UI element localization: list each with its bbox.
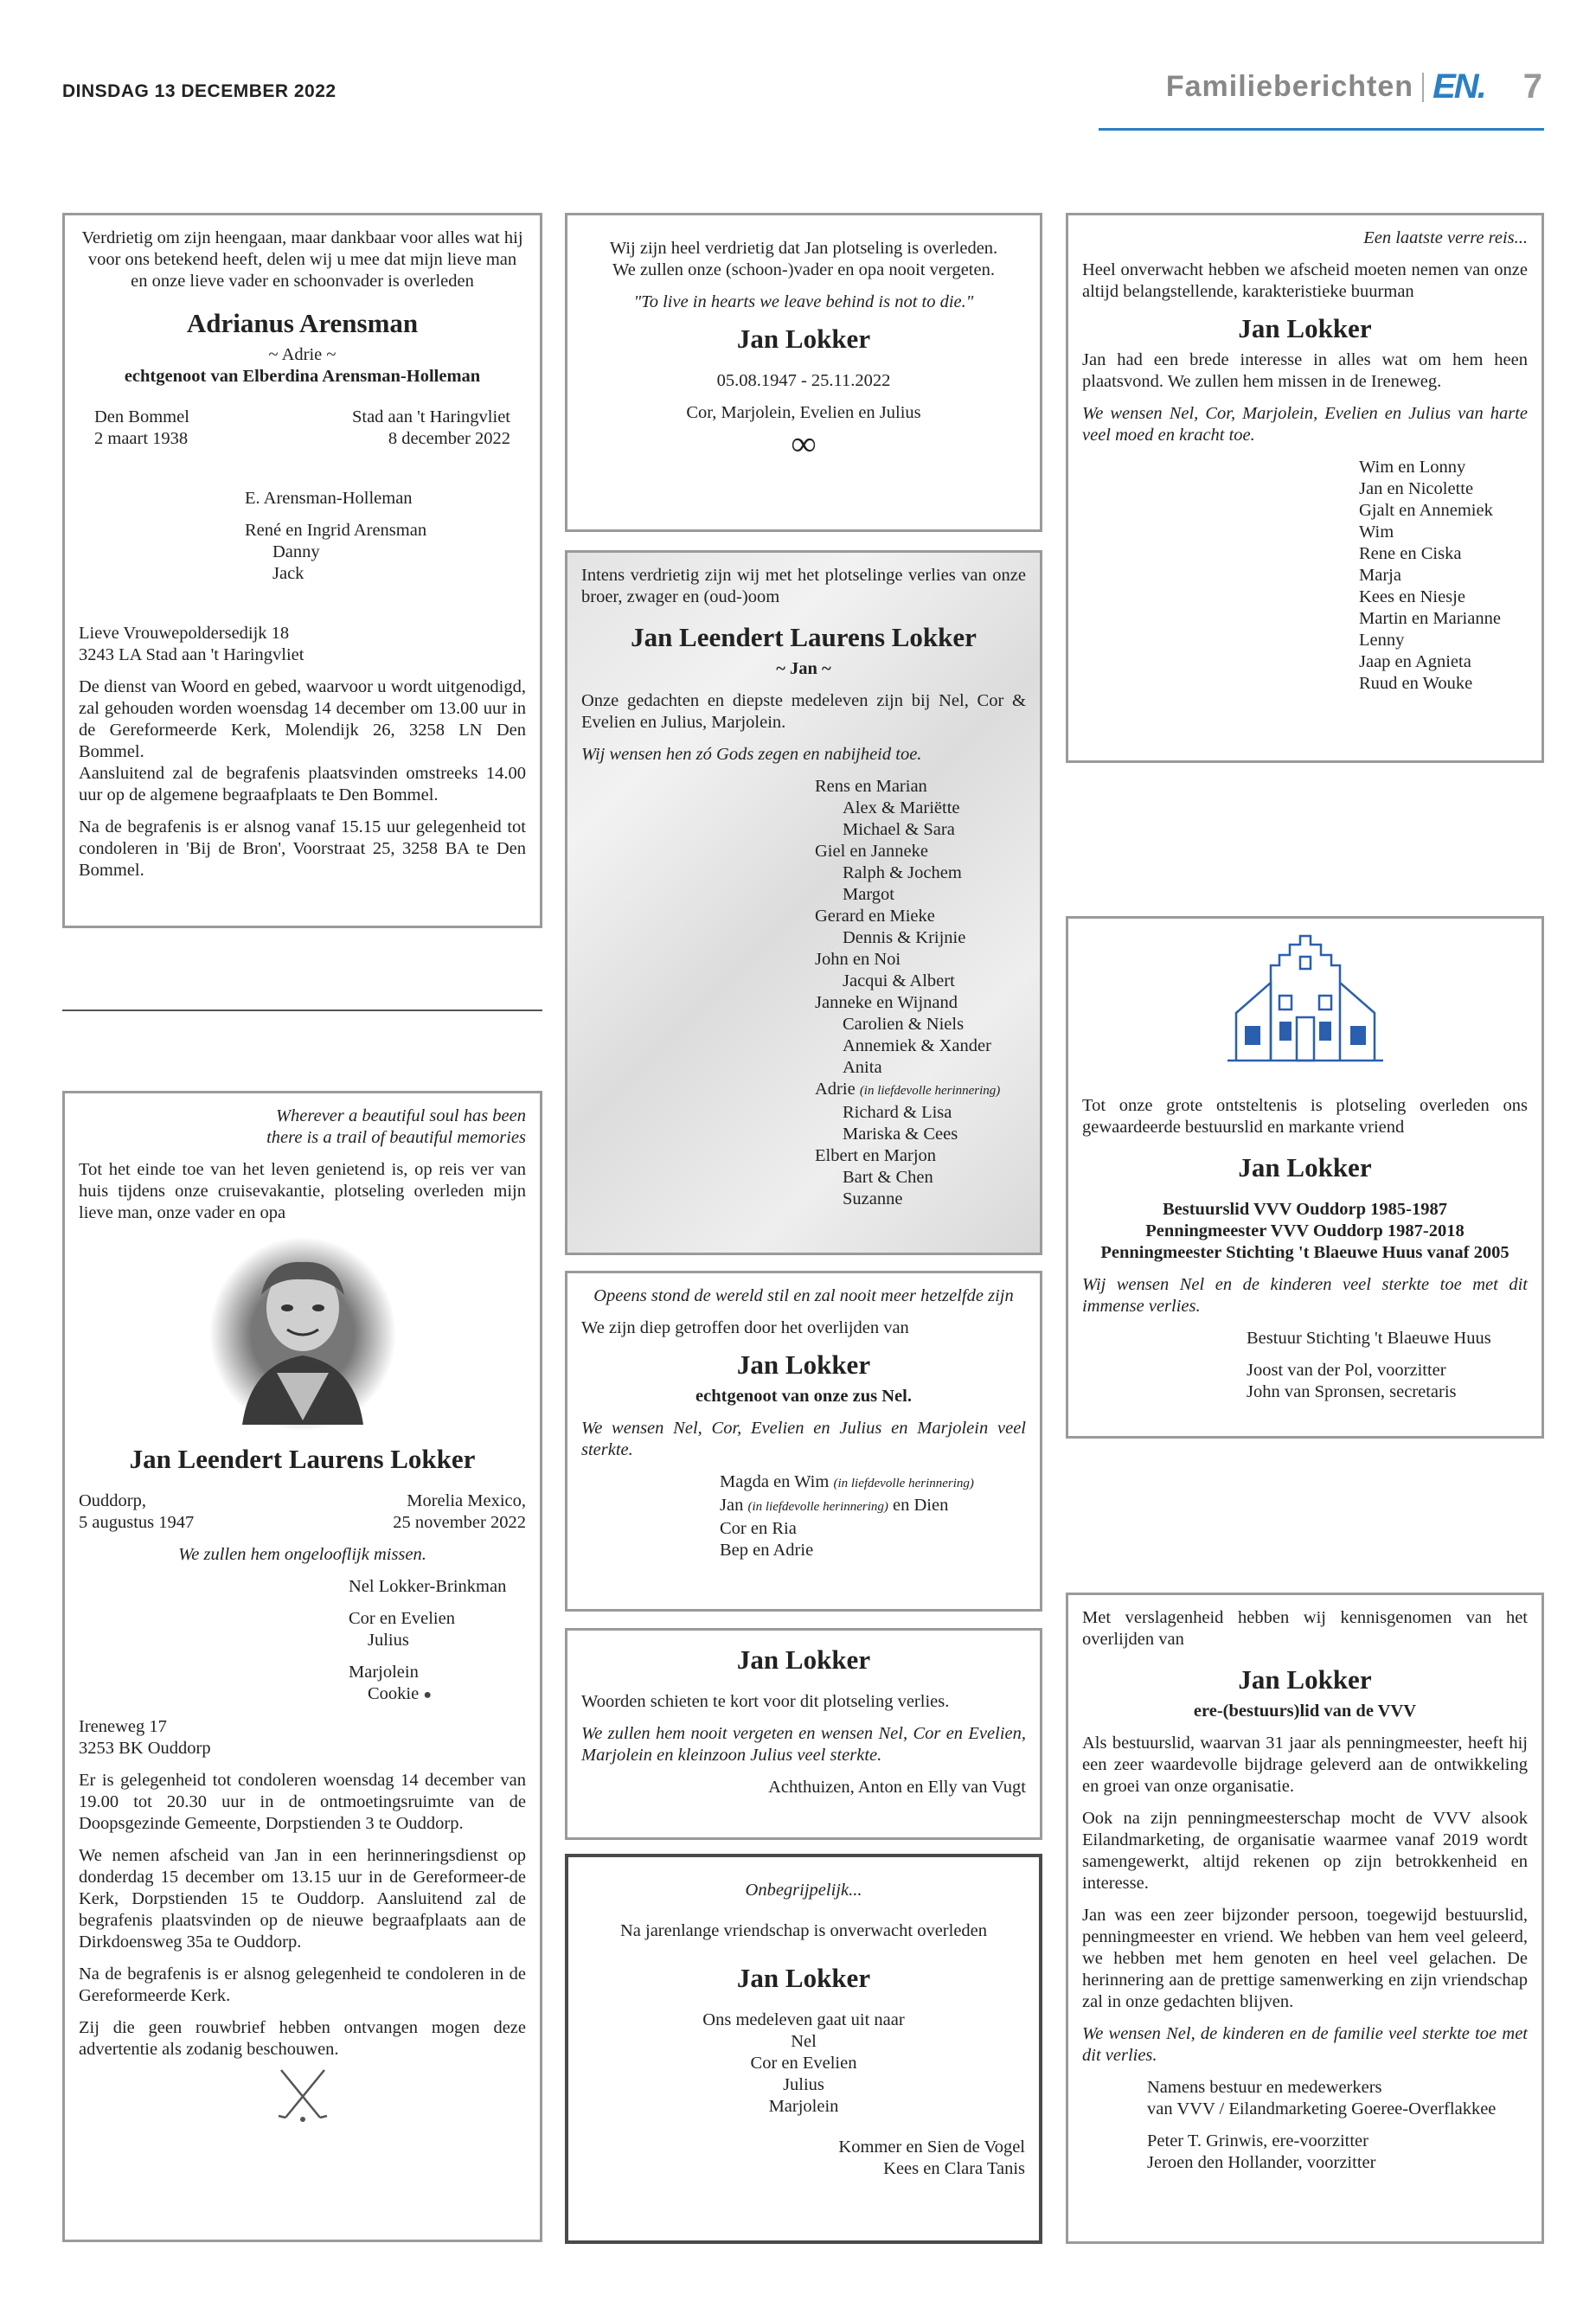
sibling: Elbert en Marjon	[815, 1146, 937, 1165]
signature: Kommer en Sien de Vogel	[838, 2138, 1025, 2157]
portrait-photo	[79, 1234, 526, 1433]
ad-intro: Na jarenlange vriendschap is onverwacht overleden	[619, 1921, 988, 1940]
family-member: Cor en Evelien	[750, 2054, 857, 2073]
section-title: Familieberichten	[1165, 70, 1414, 103]
death-place: Morelia Mexico,	[407, 1491, 526, 1510]
nickname: ~ Jan ~	[776, 659, 831, 678]
quote: "To live in hearts we leave behind is not to die."	[633, 292, 974, 311]
family-member: Bep en Adrie	[720, 1541, 814, 1560]
infinity-icon: ∞	[791, 424, 817, 463]
ad-top-quote: Opeens stond de wereld stil en zal nooit meer hetzelfde zijn	[593, 1286, 1014, 1305]
family-names: Cor, Marjolein, Evelien en Julius	[686, 403, 921, 422]
birth-death-row	[79, 1490, 526, 1534]
family-member: Julius	[368, 1631, 409, 1650]
address-line: 3243 LA Stad aan 't Haringvliet	[79, 645, 304, 664]
neighbour: Wim	[1359, 522, 1394, 542]
memorial-note: (in liefdevolle herinnering)	[859, 1084, 1001, 1098]
deceased-name: Jan Lokker	[1238, 313, 1372, 343]
deceased-name: Jan Lokker	[736, 324, 871, 354]
family-member: Marjolein	[768, 2097, 839, 2116]
family-member: en Dien	[893, 1496, 949, 1515]
ad-intro: Wij zijn heel verdrietig dat Jan plotseling is overleden.	[609, 239, 998, 258]
ad-intro: We zullen onze (schoon-)vader en opa nooit vergeten.	[612, 260, 995, 279]
obituary-vvv	[1066, 1593, 1544, 2244]
family-list	[581, 1471, 1026, 1561]
condolence-info: Na de begrafenis is er alsnog vanaf 15.15 uur gelegenheid tot condoleren in 'Bij de Bron', Voorstraat 25, 3258 BA te Den Bommel.	[79, 817, 526, 880]
neighbour: Ruud en Wouke	[1359, 674, 1473, 693]
ad-intro: Heel onverwacht hebben we afscheid moeten nemen van onze altijd belangstellende, karakteristieke buurman	[1082, 260, 1528, 301]
body-text: Ook na zijn penningmeesterschap mocht de VVV alsook Eilandmarketing, de organisatie waarmee vanaf 2019 wordt samengewerkt, altijd rekenen op zijn betrokkenheid en interesse.	[1082, 1809, 1528, 1893]
family-member: Magda en Wim	[720, 1472, 830, 1491]
address-line: Lieve Vrouwepoldersedijk 18	[79, 624, 290, 643]
signature: Peter T. Grinwis, ere-voorzitter	[1147, 2131, 1368, 2150]
ad-intro: Intens verdrietig zijn wij met het plotselinge verlies van onze broer, zwager en (oud-)oom	[581, 566, 1026, 606]
neighbour: Jan en Nicolette	[1359, 479, 1474, 498]
obituary-in-laws	[565, 1271, 1042, 1612]
role-line: Penningmeester Stichting 't Blaeuwe Huus vanaf 2005	[1100, 1243, 1509, 1262]
ad-top-quote: Onbegrijpelijk...	[745, 1881, 862, 1900]
birth-death-row	[79, 407, 526, 450]
wish: Wij wensen Nel en de kinderen veel sterkte toe met dit immense verlies.	[1082, 1275, 1528, 1316]
relative: Michael & Sara	[843, 820, 955, 839]
spouse-line: echtgenoot van onze zus Nel.	[695, 1387, 912, 1406]
paw-icon: ●	[423, 1688, 433, 1702]
signature: John van Spronsen, secretaris	[1247, 1382, 1457, 1401]
life-dates: 05.08.1947 - 25.11.2022	[716, 371, 891, 390]
family-list	[79, 1576, 526, 1706]
relative: Annemiek & Xander	[843, 1036, 991, 1055]
birth-place: Den Bommel	[94, 407, 189, 426]
family-member: Marjolein	[349, 1663, 419, 1682]
relative: Bart & Chen	[843, 1168, 933, 1187]
family-member: Cor en Evelien	[349, 1609, 455, 1628]
neighbour: Lenny	[1359, 631, 1405, 650]
pet-name: Cookie	[368, 1684, 420, 1703]
obituary-blaeuwe-huus	[1066, 916, 1544, 1439]
header-rule	[1099, 128, 1544, 131]
deceased-name: Jan Lokker	[1238, 1152, 1372, 1183]
family-member: Danny	[272, 542, 320, 561]
signature: Namens bestuur en medewerkers	[1147, 2078, 1382, 2097]
family-member: Nel Lokker-Brinkman	[349, 1577, 507, 1596]
sibling: Adrie	[815, 1080, 856, 1099]
signature: Jeroen den Hollander, voorzitter	[1147, 2153, 1376, 2172]
family-member: Jan	[720, 1496, 744, 1515]
sibling: Giel en Janneke	[815, 842, 928, 861]
ad-intro: Tot het einde toe van het leven genietend is, op reis ver van huis tijdens onze cruisevakantie, plotseling overleden mijn lieve man, onze vader en opa	[79, 1160, 526, 1222]
quote: Wherever a beautiful soul has been	[275, 1106, 526, 1125]
role-line: Bestuurslid VVV Ouddorp 1985-1987	[1162, 1200, 1448, 1219]
signature: Kees en Clara Tanis	[883, 2159, 1025, 2178]
sibling: Rens en Marian	[815, 777, 927, 796]
header-divider	[1422, 73, 1424, 102]
wish: We zullen hem nooit vergeten en wensen Nel, Cor en Evelien, Marjolein en kleinzoon Julius veel sterkte.	[581, 1724, 1026, 1765]
address-line: Ireneweg 17	[79, 1717, 167, 1736]
body-text: Als bestuurslid, waarvan 31 jaar als penningmeester, heeft hij een zeer waardevolle bijdrage geleverd aan de ontwikkeling en groei van onze organisatie.	[1082, 1734, 1528, 1796]
relative: Suzanne	[843, 1189, 903, 1208]
birth-place: Ouddorp,	[79, 1491, 147, 1510]
body-text: Woorden schieten te kort voor dit plotseling verlies.	[581, 1692, 950, 1711]
relative: Ralph & Jochem	[843, 863, 962, 882]
family-member: Jack	[272, 564, 304, 583]
service-info: De dienst van Woord en gebed, waarvoor u wordt uitgenodigd, zal gehouden worden woensdag 14 december om 13.00 uur in de Gereformeerde Kerk, Molendijk 26, 3258 LN Den Bommel.	[79, 677, 526, 761]
page-number: 7	[1522, 67, 1542, 106]
deceased-name: Jan Lokker	[736, 1644, 871, 1675]
death-date: 25 november 2022	[393, 1513, 526, 1532]
thoughts: Onze gedachten en diepste medeleven zijn bij Nel, Cor & Evelien en Julius, Marjolein.	[581, 691, 1026, 732]
deceased-name: Adrianus Arensman	[186, 308, 419, 338]
relative: Dennis & Krijnie	[843, 928, 966, 947]
condolence-info: Er is gelegenheid tot condoleren woensdag 14 december van 19.00 tot 20.30 uur in de ontmoetingsruimte van de Doopsgezinde Gemeente, Dorpstienden 3 te Ouddorp.	[79, 1771, 526, 1833]
wish: We wensen Nel, Cor, Marjolein, Evelien en Julius van harte veel moed en kracht toe.	[1082, 404, 1528, 445]
en-logo: EN.	[1433, 67, 1485, 106]
newspaper-date: DINSDAG 13 DECEMBER 2022	[62, 81, 337, 101]
section-header	[1166, 67, 1542, 106]
body-text: Jan had een brede interesse in alles wat om hem heen plaatsvond. We zullen hem missen in de Ireneweg.	[1082, 350, 1528, 391]
column-divider	[62, 1009, 542, 1011]
death-place: Stad aan 't Haringvliet	[351, 407, 510, 426]
signature: Achthuizen, Anton en Elly van Vugt	[768, 1778, 1026, 1797]
relative: Anita	[843, 1058, 882, 1077]
role-line: Penningmeester VVV Ouddorp 1987-2018	[1145, 1221, 1465, 1240]
neighbour: Rene en Ciska	[1359, 544, 1462, 563]
sibling: Janneke en Wijnand	[815, 993, 958, 1012]
blaeuwe-huus-logo	[1082, 931, 1528, 1086]
ad-top-quote: Een laatste verre reis...	[1363, 228, 1528, 247]
relative: Alex & Mariëtte	[843, 798, 960, 817]
memorial-note: (in liefdevolle herinnering)	[833, 1477, 974, 1490]
quote: there is a trail of beautiful memories	[266, 1128, 526, 1147]
memorial-note: (in liefdevolle herinnering)	[747, 1500, 888, 1514]
ad-intro: Verdrietig om zijn heengaan, maar dankbaar voor alles wat hij voor ons betekend heeft, delen wij u mee dat mijn lieve man en onze lieve vader en schoonvader is overleden	[81, 228, 523, 291]
family-member: Nel	[791, 2032, 817, 2051]
spouse-line: echtgenoot van Elberdina Arensman-Holleman	[124, 367, 481, 386]
deceased-name: Jan Lokker	[736, 1349, 871, 1380]
honorary-title: ere-(bestuurs)lid van de VVV	[1193, 1702, 1417, 1721]
golf-clubs-icon	[79, 2066, 526, 2126]
relative: Richard & Lisa	[843, 1103, 952, 1122]
neighbour: Gjalt en Annemiek	[1359, 501, 1493, 520]
ad-intro: We zijn diep getroffen door het overlijden van	[581, 1318, 909, 1337]
obituary-friends	[565, 1854, 1042, 2244]
neighbour: Jaap en Agnieta	[1359, 652, 1471, 671]
burial-info: Aansluitend zal de begrafenis plaatsvinden omstreeks 14.00 uur op de algemene begraafplaats te Den Bommel.	[79, 764, 526, 804]
address-line: 3253 BK Ouddorp	[79, 1739, 211, 1758]
neighbour: Kees en Niesje	[1359, 587, 1465, 606]
birth-date: 5 augustus 1947	[79, 1513, 195, 1532]
signature: Joost van der Pol, voorzitter	[1247, 1361, 1446, 1380]
family-member: Cor en Ria	[720, 1519, 797, 1538]
birth-date: 2 maart 1938	[94, 429, 189, 448]
miss-line: We zullen hem ongelooflijk missen.	[178, 1545, 426, 1564]
organisation: Bestuur Stichting 't Blaeuwe Huus	[1247, 1329, 1491, 1348]
obituary-van-vugt	[565, 1628, 1042, 1840]
obituary-arensman	[62, 213, 542, 928]
ad-intro: Met verslagenheid hebben wij kennisgenomen van het overlijden van	[1082, 1608, 1528, 1649]
family-member: Julius	[783, 2075, 824, 2094]
obituary-family	[565, 213, 1042, 532]
sibling: John en Noi	[815, 950, 901, 969]
deceased-name: Jan Lokker	[736, 1963, 871, 1993]
family-member: E. Arensman-Holleman	[245, 489, 413, 508]
relative: Jacqui & Albert	[843, 971, 955, 990]
ad-intro: Tot onze grote ontsteltenis is plotseling overleden ons gewaardeerde bestuurslid en markante vriend	[1082, 1096, 1528, 1137]
relative: Mariska & Cees	[843, 1125, 958, 1144]
relative: Margot	[843, 885, 894, 904]
neighbour: Wim en Lonny	[1359, 458, 1466, 477]
neighbour: Martin en Marianne	[1359, 609, 1501, 628]
obituary-main	[62, 1091, 542, 2242]
portrait-image	[208, 1234, 398, 1433]
sibling: Gerard en Mieke	[815, 907, 935, 926]
signature: van VVV / Eilandmarketing Goeree-Overflakkee	[1147, 2099, 1497, 2118]
wish: We wensen Nel, de kinderen en de familie veel sterkte toe met dit verlies.	[1082, 2024, 1528, 2065]
body-text: Jan was een zeer bijzonder persoon, toegewijd bestuurslid, penningmeester en vriend. We hebben van hem veel geleerd, we hebben met hem genoten en heel veel gelachen. De herinnering aan de prettige samenwerking en zijn vriendschap zal in onze gedachten blijven.	[1082, 1906, 1528, 2011]
neighbour: Marja	[1359, 566, 1401, 585]
deceased-name: Jan Leendert Laurens Lokker	[129, 1444, 476, 1474]
deceased-name: Jan Lokker	[1238, 1664, 1372, 1695]
relative: Carolien & Niels	[843, 1015, 965, 1034]
neighbour-list	[1082, 457, 1528, 695]
death-date: 8 december 2022	[388, 429, 510, 448]
house-icon	[1210, 931, 1401, 1078]
service-info: We nemen afscheid van Jan in een herinneringsdienst op donderdag 15 december om 13.15 uur in de Gereformeer-de Kerk, Dorpstienden 15 te Ouddorp. Aansluitend zal de begrafenis plaatsvinden op de nieuwe begraafplaats aan de Dirkdoensweg 35a te Ouddorp.	[79, 1846, 526, 1952]
sympathy-line: Ons medeleven gaat uit naar	[702, 2010, 905, 2029]
wish: Wij wensen hen zó Gods zegen en nabijheid toe.	[581, 745, 922, 764]
obituary-siblings	[565, 550, 1042, 1255]
nickname: ~ Adrie ~	[268, 345, 337, 364]
obituary-neighbours	[1066, 213, 1544, 763]
family-member: René en Ingrid Arensman	[245, 521, 427, 540]
deceased-name: Jan Leendert Laurens Lokker	[631, 622, 977, 652]
family-list	[79, 488, 526, 585]
wish: We wensen Nel, Cor, Evelien en Julius en Marjolein veel sterkte.	[581, 1419, 1026, 1459]
notice-note: Zij die geen rouwbrief hebben ontvangen mogen deze advertentie als zodanig beschouwen.	[79, 2018, 526, 2059]
after-info: Na de begrafenis is er alsnog gelegenheid te condoleren in de Gereformeerde Kerk.	[79, 1965, 526, 2005]
sibling-list	[581, 776, 1026, 1210]
